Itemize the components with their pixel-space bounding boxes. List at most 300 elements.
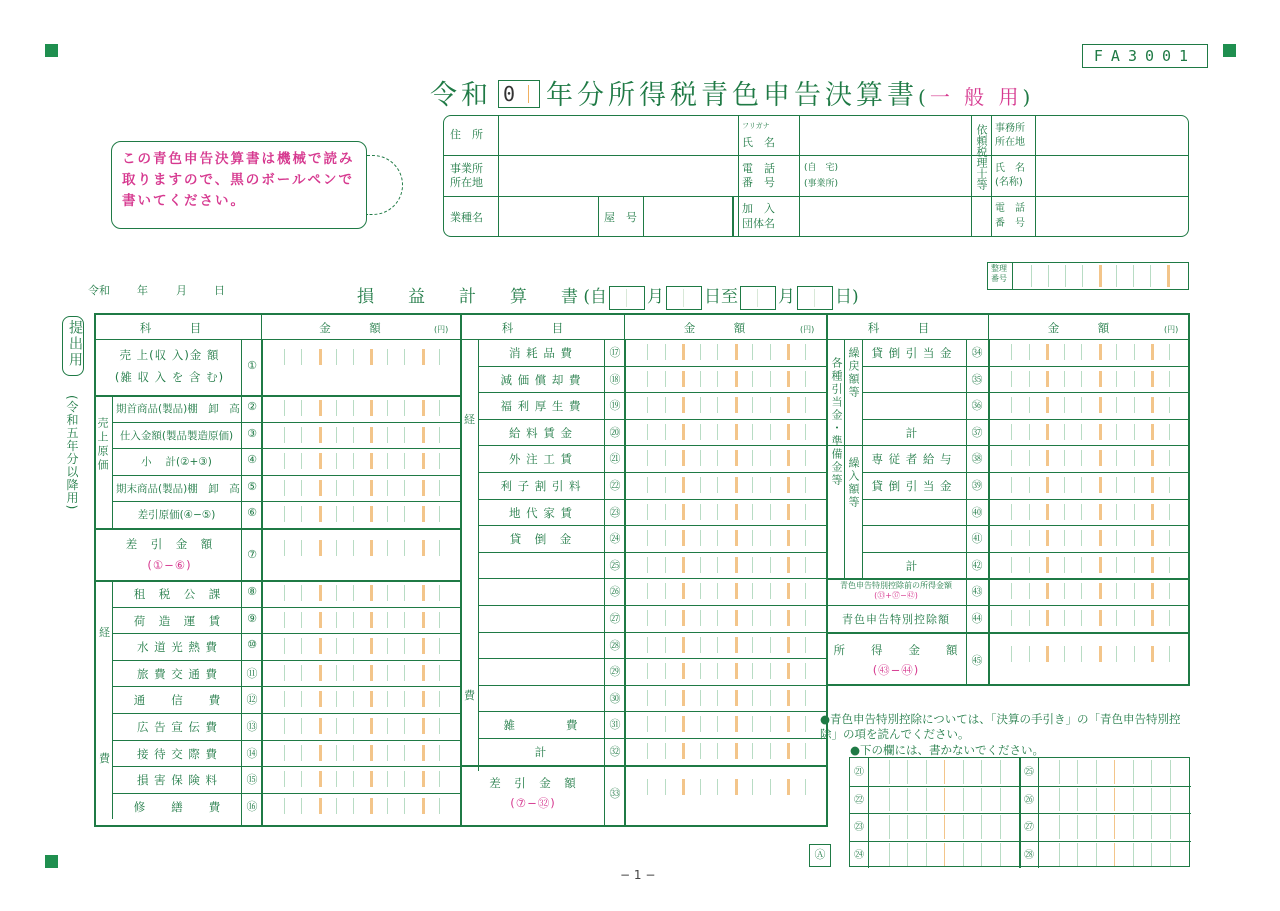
row-label: 損 害 保 険 料 <box>136 773 219 788</box>
amount-digit-separator <box>1169 557 1170 573</box>
row-label: 雑 費 <box>503 718 579 733</box>
amount-input[interactable] <box>994 644 1186 664</box>
amount-digit-separator <box>770 477 771 493</box>
amount-digit-separator <box>735 557 738 573</box>
row-label: 科 目 <box>139 321 203 335</box>
divider <box>826 445 1190 446</box>
amount-input[interactable] <box>267 504 456 524</box>
cell-separator <box>1048 265 1049 287</box>
amount-input[interactable] <box>630 661 822 681</box>
divider <box>862 472 1190 473</box>
tax-office-address-input[interactable] <box>1037 118 1185 154</box>
cell-separator <box>889 760 890 784</box>
amount-digit-separator <box>336 745 337 761</box>
label-shimei: 氏 名 <box>742 136 775 149</box>
divider <box>478 445 826 446</box>
amount-digit-separator <box>1011 344 1012 360</box>
amount-digit-separator <box>665 477 666 493</box>
amount-input[interactable] <box>630 714 822 734</box>
amount-digit-separator <box>284 771 285 787</box>
amount-digit-separator <box>404 585 405 601</box>
amount-input[interactable] <box>630 741 822 761</box>
amount-digit-separator <box>805 716 806 732</box>
divider <box>112 793 460 794</box>
cell-separator <box>907 815 908 839</box>
amount-digit-separator <box>404 691 405 707</box>
amount-digit-separator <box>647 557 648 573</box>
amount-digit-separator <box>735 637 738 653</box>
amount-digit-separator <box>370 400 373 416</box>
office-code: ㉑ <box>854 767 864 778</box>
amount-input[interactable] <box>994 502 1186 522</box>
amount-input[interactable] <box>267 425 456 445</box>
row-label: 荷 造 運 賃 <box>133 613 222 628</box>
divider <box>96 395 460 397</box>
pl-title-text: 損 益 計 算 書 <box>357 287 578 307</box>
row-number: ㉔ <box>609 532 621 546</box>
amount-digit-separator <box>770 504 771 520</box>
amount-digit-separator <box>1081 646 1082 662</box>
amount-digit-separator <box>284 798 285 814</box>
amount-input[interactable] <box>630 422 822 442</box>
divider <box>1019 758 1021 868</box>
row-number: ㉒ <box>609 479 621 492</box>
amount-digit-separator <box>319 612 322 628</box>
amount-digit-separator <box>1064 610 1065 626</box>
amount-digit-separator <box>1099 450 1102 466</box>
amount-input[interactable] <box>630 777 822 797</box>
divider <box>460 765 826 767</box>
amount-digit-separator <box>805 397 806 413</box>
amount-digit-separator <box>353 665 354 681</box>
label-jigyosho: 事業所 <box>450 162 483 175</box>
amount-digit-separator <box>1081 397 1082 413</box>
amount-digit-separator <box>1064 424 1065 440</box>
amount-digit-separator <box>301 349 302 365</box>
label-bango2: 番 号 <box>995 218 1025 229</box>
amount-digit-separator <box>752 530 753 546</box>
row-number: ㉗ <box>609 612 621 625</box>
amount-digit-separator <box>787 344 790 360</box>
amount-digit-separator <box>439 718 440 734</box>
office-cells <box>1040 788 1188 812</box>
amount-input[interactable] <box>630 528 822 548</box>
amount-digit-separator <box>301 638 302 654</box>
divider <box>991 116 992 236</box>
cell-separator <box>1133 815 1134 839</box>
amount-digit-separator <box>336 798 337 814</box>
amount-digit-separator <box>735 743 738 759</box>
row-number: ㉓ <box>609 505 621 519</box>
amount-digit-separator <box>1151 397 1154 413</box>
amount-digit-separator <box>787 743 790 759</box>
amount-digit-separator <box>665 450 666 466</box>
amount-digit-separator <box>735 610 738 626</box>
amount-input[interactable] <box>630 635 822 655</box>
amount-digit-separator <box>439 506 440 522</box>
amount-digit-separator <box>301 480 302 496</box>
cell-separator <box>1065 265 1066 287</box>
amount-digit-separator <box>805 690 806 706</box>
amount-digit-separator <box>682 716 685 732</box>
divider <box>988 339 990 703</box>
amount-digit-separator <box>301 453 302 469</box>
teishutsu-label: 提出用 <box>67 320 83 368</box>
cell-separator <box>1170 843 1171 867</box>
amount-digit-separator <box>770 450 771 466</box>
cell-separator <box>1133 788 1134 812</box>
amount-digit-separator <box>700 530 701 546</box>
amount-digit-separator <box>1116 530 1117 546</box>
amount-input[interactable] <box>994 448 1186 468</box>
divider <box>261 339 263 825</box>
from-day-input[interactable] <box>666 286 702 310</box>
amount-digit-separator <box>404 453 405 469</box>
amount-digit-separator <box>439 400 440 416</box>
row-number: ㊲ <box>971 425 983 439</box>
from-month-input[interactable] <box>609 286 645 310</box>
amount-digit-separator <box>752 637 753 653</box>
amount-digit-separator <box>1046 530 1049 546</box>
office-code: ㉗ <box>1024 822 1034 833</box>
amount-input[interactable] <box>630 342 822 362</box>
amount-digit-separator <box>336 665 337 681</box>
amount-digit-separator <box>319 480 322 496</box>
amount-input[interactable] <box>994 475 1186 495</box>
amount-digit-separator <box>353 480 354 496</box>
row-number: ㉚ <box>609 691 621 705</box>
amount-input[interactable] <box>630 369 822 389</box>
amount-digit-separator <box>805 557 806 573</box>
label-dantai: 団体名 <box>742 217 775 230</box>
amount-digit-separator <box>370 427 373 443</box>
amount-digit-separator <box>1081 583 1082 599</box>
cell-separator <box>926 760 927 784</box>
reiwa-label: (令和五年分以降用) <box>65 395 79 511</box>
amount-digit-separator <box>647 663 648 679</box>
address-box <box>443 115 1189 237</box>
pl-title <box>357 282 859 310</box>
amount-digit-separator <box>1011 583 1012 599</box>
amount-input[interactable] <box>630 395 822 415</box>
divider <box>732 196 733 236</box>
row-number: ㊵ <box>971 505 983 519</box>
amount-digit-separator <box>787 530 790 546</box>
amount-digit-separator <box>1011 371 1012 387</box>
amount-digit-separator <box>752 477 753 493</box>
amount-digit-separator <box>404 612 405 628</box>
amount-digit-separator <box>752 344 753 360</box>
row-label: (雑 収 入 を 含 む) <box>114 370 225 384</box>
amount-digit-separator <box>700 504 701 520</box>
amount-input[interactable] <box>994 369 1186 389</box>
row-number: ㉕ <box>609 558 621 572</box>
amount-digit-separator <box>682 371 685 387</box>
divider <box>624 315 625 339</box>
to-day-input[interactable] <box>797 286 833 310</box>
amount-digit-separator <box>422 665 425 681</box>
amount-digit-separator <box>404 638 405 654</box>
to-month-input[interactable] <box>740 286 776 310</box>
divider <box>868 813 869 841</box>
cell-separator <box>1170 815 1171 839</box>
amount-input[interactable] <box>994 422 1186 442</box>
row-number: ⑰ <box>609 346 621 359</box>
amount-digit-separator <box>387 612 388 628</box>
amount-digit-separator <box>336 349 337 365</box>
amount-digit-separator <box>404 480 405 496</box>
row-number: ④ <box>247 453 257 467</box>
amount-digit-separator <box>1064 504 1065 520</box>
amount-digit-separator <box>682 504 685 520</box>
amount-digit-separator <box>1151 477 1154 493</box>
amount-digit-separator <box>1134 397 1135 413</box>
amount-digit-separator <box>1011 397 1012 413</box>
notice-pointer <box>367 155 403 215</box>
amount-digit-separator <box>1169 530 1170 546</box>
row-number: ㊺ <box>971 653 983 667</box>
amount-digit-separator <box>404 798 405 814</box>
amount-input[interactable] <box>630 688 822 708</box>
amount-digit-separator <box>1116 450 1117 466</box>
office-code: ㉔ <box>854 849 864 861</box>
amount-input[interactable] <box>267 796 456 816</box>
amount-digit-separator <box>1151 583 1154 599</box>
amount-digit-separator <box>1081 371 1082 387</box>
amount-digit-separator <box>647 779 648 795</box>
corner-mark-top-left <box>45 44 58 57</box>
amount-digit-separator <box>370 745 373 761</box>
row-label: 外 注 工 賃 <box>509 452 573 467</box>
amount-digit-separator <box>301 540 302 556</box>
row-number: ㊷ <box>971 558 983 572</box>
amount-digit-separator <box>682 583 685 599</box>
amount-digit-separator <box>284 718 285 734</box>
amount-input[interactable] <box>267 583 456 603</box>
divider <box>478 339 479 771</box>
seiri-number-box <box>987 262 1189 290</box>
amount-digit-separator <box>717 779 718 795</box>
row-label: 科 目 <box>867 321 931 335</box>
amount-digit-separator <box>319 745 322 761</box>
amount-digit-separator <box>770 344 771 360</box>
amount-input[interactable] <box>994 342 1186 362</box>
amount-input[interactable] <box>267 610 456 630</box>
amount-digit-separator <box>387 745 388 761</box>
amount-digit-separator <box>1081 557 1082 573</box>
divider <box>966 339 967 703</box>
amount-digit-separator <box>319 540 322 556</box>
amount-input[interactable] <box>267 663 456 683</box>
divider <box>850 841 1191 842</box>
divider <box>1012 263 1013 289</box>
divider <box>862 339 863 578</box>
amount-digit-separator <box>301 745 302 761</box>
amount-input[interactable] <box>994 581 1186 601</box>
amount-digit-separator <box>647 716 648 732</box>
divider <box>478 632 826 633</box>
title-paren-close: ) <box>1022 85 1035 109</box>
pl-from: (自 <box>583 287 608 307</box>
label-jimusho2: 所在地 <box>995 137 1025 148</box>
amount-digit-separator <box>439 612 440 628</box>
amount-digit-separator <box>770 424 771 440</box>
amount-input[interactable] <box>267 538 456 558</box>
amount-input[interactable] <box>994 608 1186 628</box>
row-number: ㉖ <box>609 585 621 599</box>
row-label: 科 目 <box>501 321 565 335</box>
amount-digit-separator <box>319 585 322 601</box>
amount-digit-separator <box>404 540 405 556</box>
divider <box>478 605 826 606</box>
amount-digit-separator <box>752 743 753 759</box>
amount-digit-separator <box>752 716 753 732</box>
divider <box>444 155 1188 156</box>
amount-digit-separator <box>787 583 790 599</box>
amount-digit-separator <box>682 637 685 653</box>
amount-digit-separator <box>370 798 373 814</box>
amount-digit-separator <box>665 663 666 679</box>
amount-input[interactable] <box>267 769 456 789</box>
divider <box>604 339 605 825</box>
cell-separator <box>944 815 945 839</box>
amount-input[interactable] <box>630 555 822 575</box>
amount-input[interactable] <box>630 608 822 628</box>
amount-digit-separator <box>717 530 718 546</box>
row-label: 売 上(収 入)金 額 <box>119 348 220 362</box>
amount-digit-separator <box>1029 557 1030 573</box>
cell-separator <box>926 843 927 867</box>
cell-separator <box>1151 815 1152 839</box>
amount-digit-separator <box>422 540 425 556</box>
amount-input[interactable] <box>630 502 822 522</box>
amount-digit-separator <box>770 779 771 795</box>
amount-digit-separator <box>1064 344 1065 360</box>
amount-digit-separator <box>439 540 440 556</box>
divider <box>112 501 460 502</box>
amount-digit-separator <box>1099 557 1102 573</box>
amount-digit-separator <box>336 400 337 416</box>
divider <box>96 580 460 582</box>
amount-input[interactable] <box>267 451 456 471</box>
amount-digit-separator <box>770 557 771 573</box>
cell-separator <box>1114 815 1115 839</box>
row-number: ㊱ <box>971 399 983 413</box>
amount-input[interactable] <box>994 555 1186 575</box>
row-label: 貸 倒 金 <box>509 532 573 547</box>
amount-input[interactable] <box>267 716 456 736</box>
amount-digit-separator <box>387 771 388 787</box>
amount-digit-separator <box>1099 477 1102 493</box>
amount-digit-separator <box>284 691 285 707</box>
amount-digit-separator <box>301 798 302 814</box>
amount-input[interactable] <box>267 636 456 656</box>
amount-digit-separator <box>647 530 648 546</box>
year-input[interactable]: 0 <box>498 80 540 108</box>
amount-digit-separator <box>1064 371 1065 387</box>
label-jigyosho-tel: (事業所) <box>804 179 839 189</box>
cell-separator <box>981 843 982 867</box>
amount-digit-separator <box>439 745 440 761</box>
amount-digit-separator <box>353 427 354 443</box>
amount-input[interactable] <box>994 395 1186 415</box>
seiri-number-input[interactable] <box>1014 265 1186 287</box>
amount-digit-separator <box>700 663 701 679</box>
amount-input[interactable] <box>267 478 456 498</box>
amount-digit-separator <box>647 610 648 626</box>
amount-digit-separator <box>1151 424 1154 440</box>
amount-digit-separator <box>665 610 666 626</box>
amount-digit-separator <box>1134 371 1135 387</box>
amount-digit-separator <box>1116 646 1117 662</box>
amount-digit-separator <box>284 638 285 654</box>
amount-digit-separator <box>700 397 701 413</box>
row-label: 修 繕 費 <box>133 799 222 814</box>
amount-digit-separator <box>770 371 771 387</box>
amount-input[interactable] <box>267 689 456 709</box>
amount-digit-separator <box>665 530 666 546</box>
amount-digit-separator <box>439 453 440 469</box>
office-code: ㉘ <box>1024 849 1034 861</box>
cell-separator <box>1167 265 1170 287</box>
form-id: FA3001 <box>1082 44 1208 68</box>
amount-digit-separator <box>1169 450 1170 466</box>
cell-separator <box>1151 843 1152 867</box>
address-input[interactable] <box>500 118 736 154</box>
divider <box>799 116 800 236</box>
amount-digit-separator <box>301 612 302 628</box>
row-number: ㊸ <box>971 585 983 599</box>
amount-digit-separator <box>805 504 806 520</box>
divider <box>241 339 242 825</box>
amount-input[interactable] <box>630 581 822 601</box>
amount-input[interactable] <box>267 347 456 367</box>
amount-digit-separator <box>1151 557 1154 573</box>
cell-separator <box>1096 788 1097 812</box>
amount-input[interactable] <box>630 448 822 468</box>
amount-digit-separator <box>752 557 753 573</box>
amount-input[interactable] <box>994 528 1186 548</box>
amount-digit-separator <box>1099 397 1102 413</box>
amount-digit-separator <box>1081 610 1082 626</box>
amount-digit-separator <box>404 718 405 734</box>
amount-input[interactable] <box>267 743 456 763</box>
pl-d2: 日) <box>835 287 859 307</box>
amount-digit-separator <box>1081 450 1082 466</box>
divider <box>498 116 499 236</box>
office-use-box <box>849 757 1190 867</box>
row-number: ⑪ <box>246 666 258 680</box>
amount-digit-separator <box>1134 646 1135 662</box>
name-input[interactable] <box>801 118 969 154</box>
yen-unit: (円) <box>800 325 815 334</box>
amount-digit-separator <box>422 349 425 365</box>
row-number: ㉛ <box>609 718 621 732</box>
amount-digit-separator <box>404 745 405 761</box>
row-label: 仕入金額(製品製造原価) <box>119 429 234 442</box>
title-kind: 一 般 用 <box>929 85 1023 109</box>
row-number: ⑤ <box>247 479 257 493</box>
amount-input[interactable] <box>630 475 822 495</box>
amount-digit-separator <box>319 638 322 654</box>
amount-digit-separator <box>1116 504 1117 520</box>
row-label: 水 道 光 熱 費 <box>136 640 219 655</box>
divider <box>112 766 460 767</box>
amount-digit-separator <box>717 610 718 626</box>
cell-separator <box>1059 788 1060 812</box>
amount-input[interactable] <box>267 398 456 418</box>
amount-digit-separator <box>1151 504 1154 520</box>
